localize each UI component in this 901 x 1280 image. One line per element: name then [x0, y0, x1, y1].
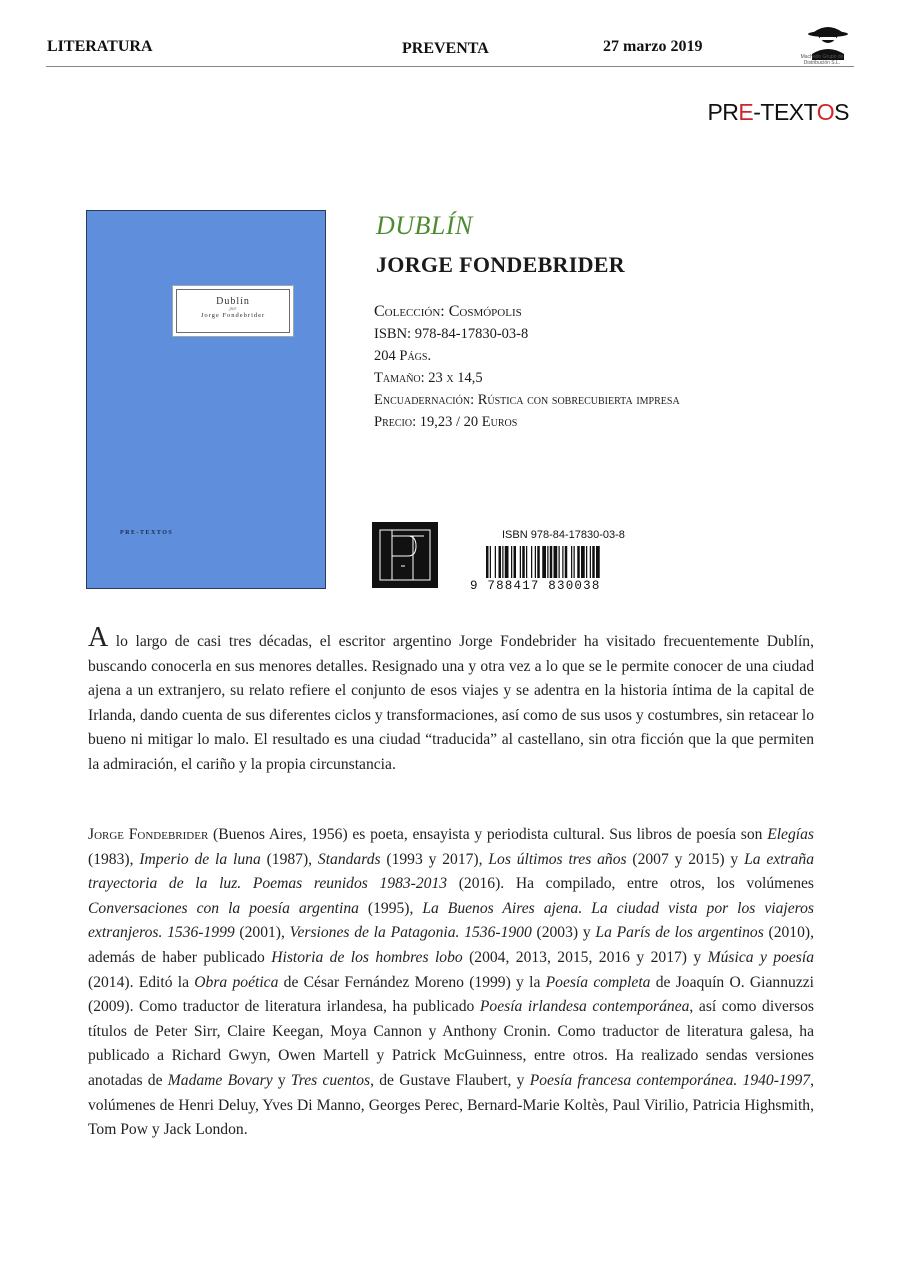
bio-title: Obra poética — [194, 973, 279, 991]
book-title: DUBLÍN — [376, 211, 473, 240]
cover-title: Dublín — [216, 296, 250, 307]
synopsis-text: lo largo de casi tres décadas, el escritor argentino Jorge Fondebrider ha visitado frecuentemente Dublín, buscando conocerla en sus menores detalles. Resignado una y otra vez a lo que se le permite conocer de una ciudad ajena a un extranjero, su relato refiere el conjunto de esos viajes y se adentra en la historia íntima de la capital de Irlanda, dando cuenta de sus diferentes ciclos y transformaciones, así como de sus usos y costumbres, sin retacear lo bueno ni mitigar lo malo. El resultado es una ciudad “traducida” al castellano, sin otra ficción que la que permiten la admiración, el cariño y la propia circunstancia. — [88, 633, 814, 773]
bio-text: (1993 y 2017), — [380, 850, 489, 868]
bio-text: , volúmenes de Henri Deluy, Yves Di Manno, Georges Perec, Bernard-Marie Koltès, Paul Virilio, Patricia Highsmith, Tom Pow y Jack London. — [88, 1071, 815, 1139]
meta-paginas: 204 Págs. — [374, 348, 432, 364]
bio-text: (2007 y 2015) y — [626, 850, 745, 868]
bio-title: Versiones de la Patagonia. 1536-1900 — [289, 924, 532, 942]
bio-title: Conversaciones con la poesía argentina — [88, 899, 359, 917]
drop-cap: A — [88, 622, 109, 653]
bio-text: , así como diversos títulos de Peter Sirr, Claire Keegan, Moya Cannon y Anthony Cronin. Como traductor de literatura galesa, ha publicado a Richard Gwyn, Owen Martell y Patrick McGuinness, entre otros. Ha realizado sendas versiones anotadas de — [88, 998, 814, 1089]
bio-title: Tres cuentos — [290, 1071, 371, 1089]
publisher-logo-accent: O — [816, 99, 835, 125]
section-label: LITERATURA — [47, 38, 153, 55]
publisher-logo-accent: E — [738, 99, 754, 125]
bio-text: (2003) y — [531, 924, 596, 942]
bio-text: (2014). Editó la — [88, 973, 195, 991]
bio-title: Madame Bovary — [167, 1071, 273, 1089]
publisher-logo-part: PR — [707, 99, 739, 125]
header-divider — [46, 66, 854, 67]
cover-por: por — [229, 307, 237, 312]
book-cover — [86, 210, 326, 589]
bio-text: de Joaquín O. Giannuzzi (2009). Como traductor de literatura irlandesa, ha publicado — [88, 973, 814, 1016]
bio-title: Imperio de la luna — [139, 850, 261, 868]
meta-precio: Precio: 19,23 / 20 Euros — [374, 414, 518, 430]
bio-title: La extraña trayectoria de la luz. Poemas reunidos 1983-2013 — [88, 850, 814, 893]
pt-logo-icon — [372, 522, 438, 588]
meta-tamano: Tamaño: 23 x 14,5 — [374, 370, 483, 386]
cover-publisher: PRE-TEXTOS — [120, 530, 174, 536]
barcode-icon — [470, 544, 650, 590]
bio-text: (2004, 2013, 2015, 2016 y 2017) y — [462, 948, 708, 966]
bio-title: La Buenos Aires ajena. La ciudad vista por los viajeros extranjeros. 1536-1999 — [88, 899, 814, 942]
bio-title: Poesía completa — [545, 973, 651, 991]
bio-text: (2016). Ha compilado, entre otros, los volúmenes — [447, 875, 814, 893]
publisher-logo-part: -TEXT — [753, 99, 817, 125]
bio-title: Elegías — [767, 826, 814, 843]
bio-text: y — [272, 1071, 291, 1089]
bio-title: Historia de los hombres lobo — [271, 948, 463, 966]
bio-text: (1987), — [260, 850, 318, 868]
status-label: PREVENTA — [402, 40, 489, 57]
meta-encuadernacion: Encuadernación: Rústica con sobrecubierta impresa — [374, 392, 680, 408]
publisher-logo — [707, 99, 849, 126]
synopsis-paragraph — [88, 622, 814, 778]
bio-text: , de Gustave Flaubert, y — [370, 1071, 530, 1089]
meta-isbn: ISBN: 978-84-17830-03-8 — [374, 326, 529, 342]
meta-coleccion: Colección: Cosmópolis — [374, 303, 522, 320]
bio-text: (2001), — [234, 924, 290, 942]
bio-author-name: Jorge Fondebrider — [88, 826, 209, 843]
barcode-digits: 9 788417 830038 — [470, 579, 601, 590]
bio-title: Poesía irlandesa contemporánea — [479, 998, 690, 1016]
bio-title: Standards — [317, 850, 381, 868]
book-author: JORGE FONDEBRIDER — [376, 252, 625, 277]
bio-text: (Buenos Aires, 1956) es poeta, ensayista y periodista cultural. Sus libros de poesía son — [208, 826, 768, 843]
barcode-isbn-label: ISBN 978-84-17830-03-8 — [502, 529, 625, 541]
bio-title: Los últimos tres años — [488, 850, 627, 868]
cover-author: Jorge Fondebrider — [200, 312, 266, 319]
bio-text: (1983), — [88, 850, 140, 868]
distributor-logo-text: Machado Grupo de Distribución S.L. — [800, 54, 844, 66]
bio-title: La París de los argentinos — [595, 924, 764, 942]
date-label: 27 marzo 2019 — [603, 38, 703, 55]
cover-label — [172, 285, 294, 337]
author-bio-paragraph — [88, 823, 814, 1143]
bio-text: (1995), — [358, 899, 423, 917]
publisher-logo-part: S — [834, 99, 849, 125]
bio-text: de César Fernández Moreno (1999) y la — [278, 973, 546, 991]
bio-title: Música y poesía — [707, 948, 814, 966]
bio-title: Poesía francesa contemporánea. 1940-1997 — [529, 1071, 811, 1089]
bio-text: (2010), además de haber publicado — [88, 924, 814, 966]
